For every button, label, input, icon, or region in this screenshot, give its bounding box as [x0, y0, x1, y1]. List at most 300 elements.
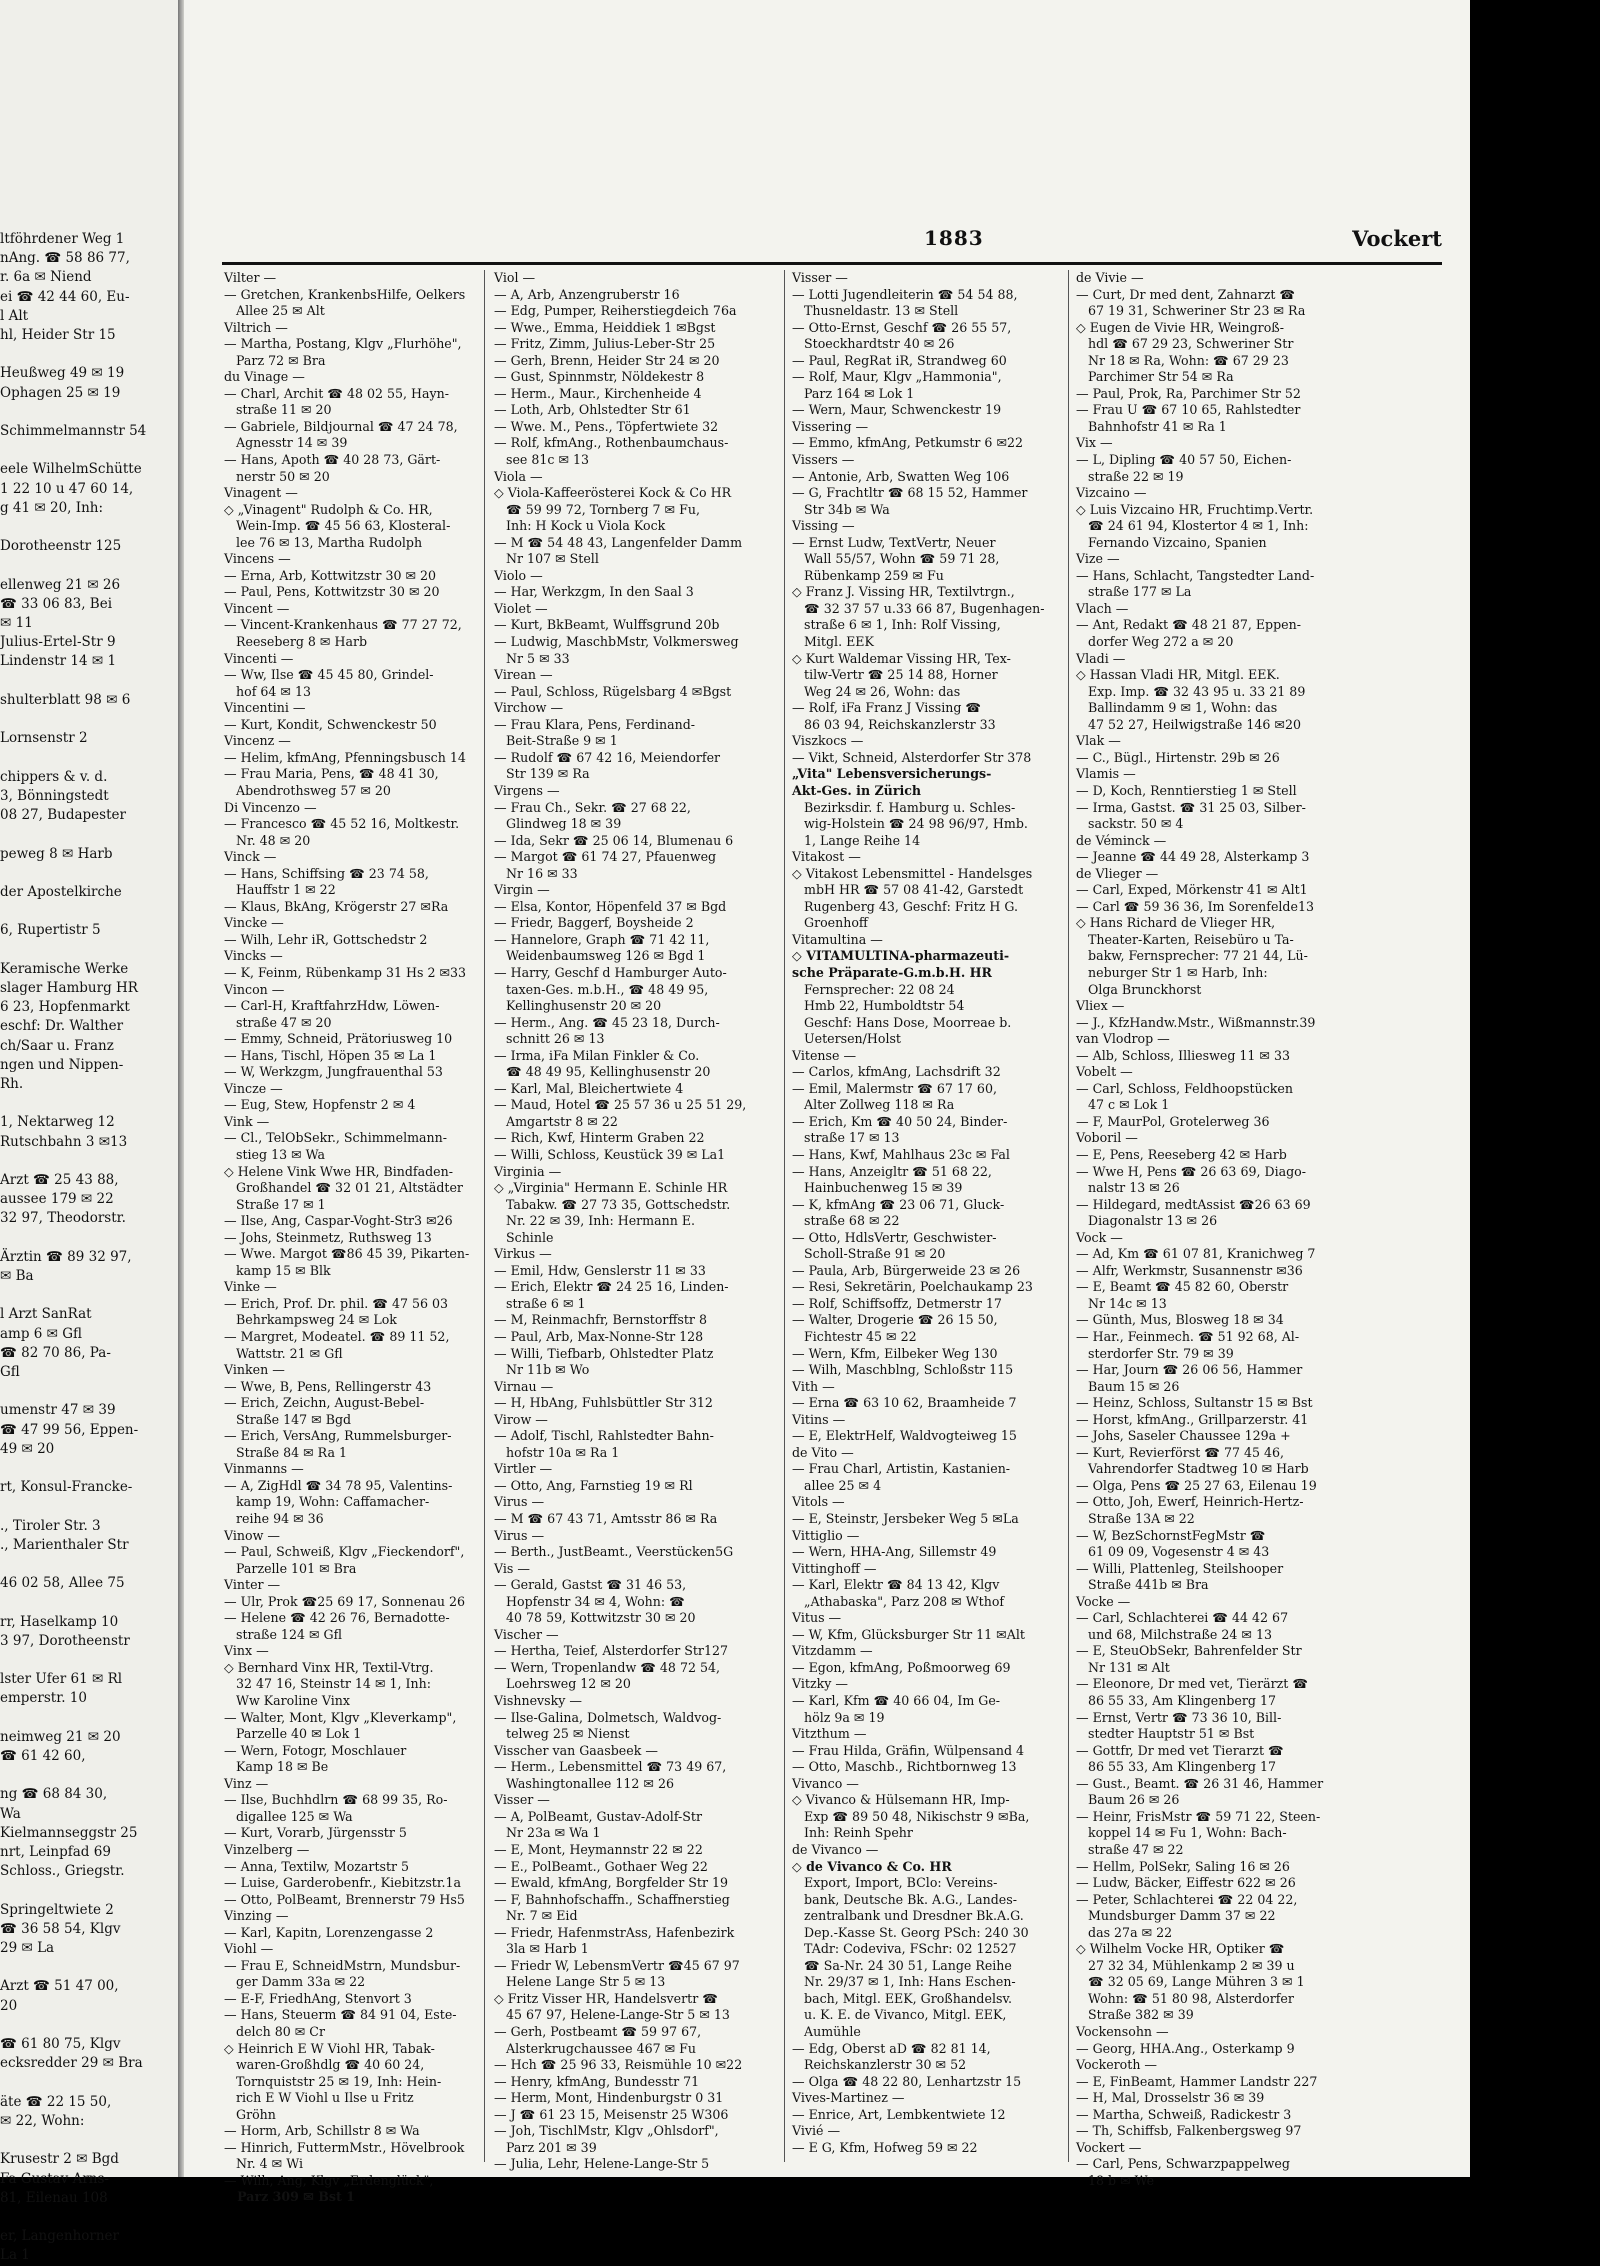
- directory-entry-line: Parchimer Str 54 ✉ Ra: [1076, 369, 1234, 385]
- directory-entry-line: — Antonie, Arb, Swatten Weg 106: [792, 468, 1010, 484]
- directory-entry-line: straße 17 ✉ 13: [792, 1130, 900, 1146]
- directory-entry-line: — Adolf, Tischl, Rahlstedter Bahn-: [494, 1428, 714, 1444]
- left-page-line: 46 02 58, Allee 75: [0, 1575, 125, 1592]
- directory-entry-line: Straße 13A ✉ 22: [1076, 1511, 1195, 1527]
- directory-entry-line: stedter Hauptstr 51 ✉ Bst: [1076, 1726, 1255, 1742]
- directory-entry-line: Hainbuchenweg 15 ✉ 39: [792, 1180, 963, 1196]
- directory-entry-line: — Paul, Prok, Ra, Parchimer Str 52: [1076, 385, 1301, 401]
- directory-entry-line: — Rolf, iFa Franz J Vissing ☎: [792, 700, 982, 716]
- left-page-line: chippers & v. d.: [0, 768, 108, 785]
- directory-entry-line: — Francesco ☎ 45 52 16, Moltkestr.: [224, 816, 460, 832]
- directory-entry-line: delch 80 ✉ Cr: [224, 2023, 325, 2039]
- directory-entry-line: Nr 107 ✉ Stell: [494, 551, 599, 567]
- directory-entry-line: Bahnhofstr 41 ✉ Ra 1: [1076, 418, 1227, 434]
- directory-entry-line: — Wilh, Maschblng, Schloßstr 115: [792, 1362, 1014, 1378]
- directory-entry-line: Vizcaino —: [1076, 485, 1147, 501]
- left-page-line: 32 97, Theodorstr.: [0, 1210, 126, 1227]
- directory-entry-line: — E-F, FriedhAng, Stenvort 3: [224, 1990, 412, 2006]
- directory-entry-line: Fernando Vizcaino, Spanien: [1076, 534, 1267, 550]
- left-page-line: aussee 179 ✉ 22: [0, 1191, 114, 1208]
- directory-entry-line: straße 124 ✉ Gfl: [224, 1626, 342, 1642]
- directory-entry-line: Virgin —: [494, 882, 550, 898]
- left-page-line: [0, 1459, 178, 1478]
- directory-entry-line: — Klaus, BkAng, Krögerstr 27 ✉Ra: [224, 898, 449, 914]
- directory-entry-line: Exp ☎ 89 50 48, Nikischstr 9 ✉Ba,: [792, 1808, 1030, 1824]
- left-page-line: [0, 902, 178, 921]
- directory-entry-line: 32 47 16, Steinstr 14 ✉ 1, Inh:: [224, 1676, 431, 1692]
- left-page-line: [0, 1958, 178, 1977]
- directory-entry-line: straße 177 ✉ La: [1076, 584, 1192, 600]
- directory-entry-line: de Vito —: [792, 1444, 854, 1460]
- directory-entry-line: Alsterkrugchaussee 467 ✉ Fu: [494, 2040, 697, 2056]
- directory-entry-line: Weg 24 ✉ 26, Wohn: das: [792, 683, 961, 699]
- directory-entry-line: — Paul, Schweiß, Klgv „Fieckendorf",: [224, 1544, 465, 1560]
- directory-entry-line: — Willi, Tiefbarb, Ohlstedter Platz: [494, 1345, 714, 1361]
- left-page-line: [0, 1094, 178, 1113]
- directory-entry-line: Violo —: [494, 567, 543, 583]
- left-page-line: eele WilhelmSchütte: [0, 461, 142, 478]
- directory-entry-line: Vahrendorfer Stadtweg 10 ✉ Harb: [1076, 1461, 1309, 1477]
- directory-entry-line: bach, Mitgl. EEK, Großhandelsv.: [792, 1990, 1013, 2006]
- directory-entry-line: tilw-Vertr ☎ 25 14 88, Horner: [792, 667, 998, 683]
- left-page-line: 81, Eilenau 108: [0, 2189, 108, 2206]
- left-page-line: [0, 1651, 178, 1670]
- directory-entry-line: Vincke —: [224, 915, 284, 931]
- left-page-line: Arzt ☎ 25 43 88,: [0, 1171, 119, 1188]
- directory-entry-line: zentralbank und Dresdner Bk.A.G.: [792, 1908, 1024, 1924]
- directory-entry-line: ◇ Hassan Vladi HR, Mitgl. EEK.: [1076, 667, 1280, 683]
- directory-entry-line: Allee 25 ✉ Alt: [224, 303, 325, 319]
- directory-entry-line: — Erich, Km ☎ 40 50 24, Binder-: [792, 1113, 1008, 1129]
- directory-entry-line: Exp. Imp. ☎ 32 43 95 u. 33 21 89: [1076, 683, 1306, 699]
- directory-entry-line: — Lotti Jugendleiterin ☎ 54 54 88,: [792, 286, 1018, 302]
- directory-entry-line: — Rolf, kfmAng., Rothenbaumchaus-: [494, 435, 729, 451]
- directory-entry-line: Reeseberg 8 ✉ Harb: [224, 634, 368, 650]
- directory-entry-line: kamp 15 ✉ Blk: [224, 1262, 331, 1278]
- directory-entry-line: — Vincent-Krankenhaus ☎ 77 27 72,: [224, 617, 462, 633]
- directory-entry-line: nerstr 50 ✉ 20: [224, 468, 330, 484]
- directory-entry-line: Nr. 29/37 ✉ 1, Inh: Hans Eschen-: [792, 1974, 1016, 1990]
- directory-entry-line: waren-Großhdlg ☎ 40 60 24,: [224, 2057, 425, 2073]
- directory-entry-line: — Erich, Prof. Dr. phil. ☎ 47 56 03: [224, 1295, 449, 1311]
- directory-entry-line: Nr 131 ✉ Alt: [1076, 1659, 1170, 1675]
- directory-entry-line: — Otto, PolBeamt, Brennerstr 79 Hs5: [224, 1891, 465, 1907]
- directory-entry-line: — Wern, HHA-Ang, Sillemstr 49: [792, 1544, 997, 1560]
- directory-column-2: [494, 270, 776, 2172]
- directory-entry-line: — Otto, Ang, Farnstieg 19 ✉ Rl: [494, 1477, 693, 1493]
- directory-entry-line: straße 6 ✉ 1: [494, 1295, 586, 1311]
- left-page-line: ngen und Nippen-: [0, 1056, 124, 1073]
- directory-entry-line: du Vinage —: [224, 369, 305, 385]
- directory-entry-line: Vockert —: [1076, 2139, 1142, 2155]
- left-page-line: [0, 556, 178, 575]
- directory-entry-line: — Joh, TischlMstr, Klgv „Ohlsdorf",: [494, 2123, 719, 2139]
- directory-entry-line: — Erich, VersAng, Rummelsburger-: [224, 1428, 452, 1444]
- directory-entry-line: — E, Steinstr, Jersbeker Weg 5 ✉La: [792, 1511, 1019, 1527]
- directory-entry-line: Vincenz —: [224, 733, 291, 749]
- directory-entry-line: — Karl, Elektr ☎ 84 13 42, Klgv: [792, 1577, 1000, 1593]
- directory-entry-line: Vobelt —: [1076, 1064, 1133, 1080]
- directory-entry-line: Loehrsweg 12 ✉ 20: [494, 1676, 631, 1692]
- directory-entry-line: — Olga, Pens ☎ 25 27 63, Eilenau 19: [1076, 1477, 1317, 1493]
- directory-entry-line: — Rudolf ☎ 67 42 16, Meiendorfer: [494, 749, 721, 765]
- directory-entry-line: Vittiglio —: [792, 1527, 860, 1543]
- directory-entry-line: Straße 17 ✉ 1: [224, 1196, 326, 1212]
- directory-entry-line: reihe 94 ✉ 36: [224, 1511, 324, 1527]
- left-page-line: 29 ✉ La: [0, 1940, 55, 1957]
- directory-entry-line: — Wwe., Emma, Heiddiek 1 ✉Bgst: [494, 319, 716, 335]
- directory-entry-line: ger Damm 33a ✉ 22: [224, 1974, 366, 1990]
- directory-entry-line: — Wwe. M., Pens., Töpfertwiete 32: [494, 418, 719, 434]
- directory-entry-line: de Vlieger —: [1076, 865, 1159, 881]
- directory-entry-line: Nr 23a ✉ Wa 1: [494, 1825, 601, 1841]
- directory-entry-line: Vith —: [792, 1378, 835, 1394]
- left-page-line: [0, 2208, 178, 2227]
- directory-entry-line: Viola —: [494, 468, 543, 484]
- directory-entry-line: — W, Kfm, Glücksburger Str 11 ✉Alt: [792, 1626, 1025, 1642]
- directory-entry-line: — Herm., Maur., Kirchenheide 4: [494, 385, 702, 401]
- left-page-line: Ophagen 25 ✉ 19: [0, 384, 121, 401]
- directory-entry-line: — Anna, Textilw, Mozartstr 5: [224, 1858, 410, 1874]
- directory-entry-line: Nr. 7 ✉ Eid: [494, 1908, 578, 1924]
- left-page-line: 6 23, Hopfenmarkt: [0, 999, 130, 1016]
- directory-entry-line: — Enrice, Art, Lembkentwiete 12: [792, 2106, 1006, 2122]
- left-page-line: Keramische Werke: [0, 960, 129, 977]
- directory-entry-line: 40 78 59, Kottwitzstr 30 ✉ 20: [494, 1610, 696, 1626]
- directory-entry-line: — Carl-H, KraftfahrzHdw, Löwen-: [224, 998, 440, 1014]
- left-page-line: Julius-Ertel-Str 9: [0, 634, 116, 651]
- directory-entry-line: Rübenkamp 259 ✉ Fu: [792, 567, 944, 583]
- directory-entry-line: — F, MaurPol, Grotelerweg 36: [1076, 1113, 1270, 1129]
- directory-entry-line: — Curt, Dr med dent, Zahnarzt ☎: [1076, 286, 1296, 302]
- directory-entry-line: — Wilh, Lehr iR, Gottschedstr 2: [224, 931, 428, 947]
- directory-entry-line: — Otto, Joh, Ewerf, Heinrich-Hertz-: [1076, 1494, 1304, 1510]
- directory-entry-line: Vitamultina —: [792, 931, 883, 947]
- directory-entry-line: Vockeroth —: [1076, 2057, 1158, 2073]
- directory-entry-line: — Hans, Schlacht, Tangstedter Land-: [1076, 567, 1315, 583]
- directory-entry-line: Nr 18 ✉ Ra, Wohn: ☎ 67 29 23: [1076, 352, 1289, 368]
- left-page-line: 6, Rupertistr 5: [0, 922, 101, 939]
- directory-entry-line: Helene Lange Str 5 ✉ 13: [494, 1974, 666, 1990]
- directory-entry-line: Vinck —: [224, 849, 277, 865]
- directory-entry-line: — Cl., TelObSekr., Schimmelmann-: [224, 1130, 448, 1146]
- left-page-line: [0, 864, 178, 883]
- directory-entry-line: — Ulr, Prok ☎25 69 17, Sonnenau 26: [224, 1593, 466, 1609]
- directory-entry-line: — Har., Feinmech. ☎ 51 92 68, Al-: [1076, 1329, 1300, 1344]
- directory-entry-line: sterdorfer Str. 79 ✉ 39: [1076, 1345, 1234, 1361]
- left-page-text: [0, 230, 178, 2266]
- directory-entry-line: Vitzdamm —: [792, 1643, 873, 1659]
- left-page-line: shulterblatt 98 ✉ 6: [0, 691, 131, 708]
- directory-entry-line: — Hans, Kwf, Mahlhaus 23c ✉ Fal: [792, 1146, 1010, 1162]
- directory-entry-line: straße 22 ✉ 19: [1076, 468, 1184, 484]
- directory-entry-line: Alter Zollweg 118 ✉ Ra: [792, 1097, 955, 1113]
- directory-entry-line: Virnau —: [494, 1378, 554, 1394]
- directory-entry-line: Wattstr. 21 ✉ Gfl: [224, 1345, 343, 1361]
- directory-entry-line: ◇ de Vivanco & Co. HR: [792, 1858, 952, 1874]
- directory-entry-line: — Erich, Zeichn, August-Bebel-: [224, 1395, 425, 1411]
- directory-entry-line: — Edg, Pumper, Reiherstiegdeich 76a: [494, 303, 737, 319]
- left-page-line: nrt, Leinpfad 69: [0, 1844, 111, 1861]
- directory-entry-line: Vinz —: [224, 1775, 269, 1791]
- directory-entry-line: Vitins —: [792, 1411, 846, 1427]
- directory-entry-line: — Walter, Mont, Klgv „Kleverkamp",: [224, 1709, 457, 1725]
- directory-entry-line: — Wwe. Margot ☎86 45 39, Pikarten-: [224, 1246, 470, 1262]
- directory-entry-line: ◇ Hans Richard de Vlieger HR,: [1076, 915, 1276, 931]
- left-page-line: Gfl: [0, 1363, 20, 1380]
- directory-entry-line: — Hellm, PolSekr, Saling 16 ✉ 26: [1076, 1858, 1290, 1874]
- directory-entry-line: — E, Mont, Heymannstr 22 ✉ 22: [494, 1841, 703, 1857]
- directory-entry-line: taxen-Ges. m.b.H., ☎ 48 49 95,: [494, 981, 709, 997]
- left-page-line: emperstr. 10: [0, 1690, 87, 1707]
- directory-entry-line: Vladi —: [1076, 650, 1126, 666]
- directory-entry-line: — J., KfzHandw.Mstr., Wißmannstr.39: [1076, 1014, 1316, 1030]
- left-page-line: ✉ 11: [0, 615, 33, 632]
- left-page-line: Arzt ☎ 51 47 00,: [0, 1978, 119, 1995]
- directory-entry-line: — Gerald, Gastst ☎ 31 46 53,: [494, 1577, 687, 1593]
- directory-entry-line: — Wwe H, Pens ☎ 26 63 69, Diago-: [1076, 1163, 1307, 1179]
- left-page-line: [0, 518, 178, 537]
- directory-entry-line: 45 67 97, Helene-Lange-Str 5 ✉ 13: [494, 2007, 730, 2023]
- left-page-line: ☎ 82 70 86, Pa-: [0, 1344, 111, 1361]
- directory-entry-line: — Har, Werkzgm, In den Saal 3: [494, 584, 694, 600]
- directory-entry-line: — Helim, kfmAng, Pfenningsbusch 14: [224, 749, 466, 765]
- directory-entry-line: das 27a ✉ 22: [1076, 1924, 1173, 1940]
- directory-entry-line: — Friedr W, LebensmVertr ☎45 67 97: [494, 1957, 740, 1973]
- directory-entry-line: bank, Deutsche Bk. A.G., Landes-: [792, 1891, 1017, 1907]
- directory-entry-line: Vinow —: [224, 1527, 280, 1543]
- directory-column-1: [224, 270, 474, 2205]
- directory-entry-line: Thusneldastr. 13 ✉ Stell: [792, 303, 959, 319]
- left-page-line: 3 97, Dorotheenstr: [0, 1632, 130, 1649]
- directory-entry-line: — Ernst, Vertr ☎ 73 36 10, Bill-: [1076, 1709, 1282, 1725]
- directory-entry-line: — Henry, kfmAng, Bundesstr 71: [494, 2073, 700, 2089]
- directory-entry-line: Vitakost —: [792, 849, 861, 865]
- directory-entry-line: Vissering —: [792, 418, 869, 434]
- left-page-line: [0, 1593, 178, 1612]
- directory-entry-line: — Th, Schiffsb, Falkenbergsweg 97: [1076, 2123, 1302, 2139]
- directory-entry-line: rich E W Viohl u Ilse u Fritz: [224, 2090, 414, 2106]
- directory-entry-line: Vinzelberg —: [224, 1841, 310, 1857]
- left-page-line: Kielmannseggstr 25: [0, 1824, 138, 1841]
- directory-entry-line: — W, Werkzgm, Jungfrauenthal 53: [224, 1064, 443, 1080]
- directory-entry-line: — Frau Maria, Pens, ☎ 48 41 30,: [224, 766, 439, 782]
- directory-entry-line: Vincks —: [224, 948, 283, 964]
- directory-entry-line: — Alb, Schloss, Illiesweg 11 ✉ 33: [1076, 1047, 1291, 1063]
- directory-entry-line: allee 25 ✉ 4: [792, 1477, 882, 1493]
- directory-entry-line: Hopfenstr 34 ✉ 4, Wohn: ☎: [494, 1593, 685, 1609]
- left-page-line: der Apostelkirche: [0, 883, 122, 900]
- left-page-line: nAng. ☎ 58 86 77,: [0, 250, 130, 267]
- left-page-line: Lornsenstr 2: [0, 730, 88, 747]
- directory-entry-line: — Hans, Schiffsing ☎ 23 74 58,: [224, 865, 429, 881]
- directory-entry-line: Visscher van Gaasbeek —: [494, 1742, 658, 1758]
- directory-entry-line: sackstr. 50 ✉ 4: [1076, 816, 1184, 832]
- directory-entry-line: — Har, Journ ☎ 26 06 56, Hammer: [1076, 1362, 1303, 1378]
- directory-entry-line: — Loth, Arb, Ohlstedter Str 61: [494, 402, 691, 418]
- directory-entry-line: — Horst, kfmAng., Grillparzerstr. 41: [1076, 1411, 1309, 1427]
- directory-entry-line: — E, FinBeamt, Hammer Landstr 227: [1076, 2073, 1318, 2089]
- directory-entry-line: — Hannelore, Graph ☎ 71 42 11,: [494, 931, 710, 947]
- directory-entry-line: Str 34b ✉ Wa: [792, 501, 890, 517]
- directory-entry-line: Olga Brunckhorst: [1076, 981, 1202, 997]
- left-page-line: ☎ 61 42 60,: [0, 1748, 86, 1765]
- directory-entry-line: Viltrich —: [224, 319, 288, 335]
- directory-entry-line: — Ilse-Galina, Dolmetsch, Waldvog-: [494, 1709, 722, 1725]
- left-page-line: ellenweg 21 ✉ 26: [0, 576, 121, 593]
- directory-entry-line: Vincent —: [224, 600, 290, 616]
- left-page-fragment: [0, 0, 178, 2264]
- directory-entry-line: „Athabaska", Parz 208 ✉ Wthof: [792, 1593, 1005, 1609]
- directory-entry-line: — Hans, Anzeigltr ☎ 51 68 22,: [792, 1163, 992, 1179]
- directory-entry-line: „Vita" Lebensversicherungs-: [792, 766, 992, 782]
- directory-entry-line: Virgens —: [494, 782, 560, 798]
- directory-entry-line: Nr 14c ✉ 13: [1076, 1295, 1167, 1311]
- directory-entry-line: — D, Koch, Renntierstieg 1 ✉ Stell: [1076, 782, 1297, 798]
- directory-entry-line: — Karl, Kapitn, Lorenzengasse 2: [224, 1924, 434, 1940]
- directory-entry-line: Vischer —: [494, 1626, 559, 1642]
- left-page-line: [0, 1709, 178, 1728]
- left-page-line: Ärztin ☎ 89 32 97,: [0, 1248, 132, 1265]
- directory-entry-line: — Jeanne ☎ 44 49 28, Alsterkamp 3: [1076, 849, 1310, 865]
- directory-entry-line: wig-Holstein ☎ 24 98 96/97, Hmb.: [792, 816, 1028, 832]
- directory-entry-line: Straße 441b ✉ Bra: [1076, 1577, 1209, 1593]
- directory-entry-line: — Otto, HdlsVertr, Geschwister-: [792, 1229, 997, 1245]
- directory-entry-line: — Margot ☎ 61 74 27, Pfauenweg: [494, 849, 717, 865]
- directory-entry-line: Vinzing —: [224, 1908, 289, 1924]
- directory-entry-line: 86 03 94, Reichskanzlerstr 33: [792, 716, 996, 732]
- directory-entry-line: — A, ZigHdl ☎ 34 78 95, Valentins-: [224, 1477, 453, 1493]
- directory-entry-line: — Willi, Plattenleg, Steilshooper: [1076, 1560, 1284, 1576]
- directory-entry-line: — M ☎ 67 43 71, Amtsstr 86 ✉ Ra: [494, 1511, 718, 1527]
- directory-entry-line: Virean —: [494, 667, 553, 683]
- directory-entry-line: — Hans, Apoth ☎ 40 28 73, Gärt-: [224, 452, 441, 468]
- directory-entry-line: Voboril —: [1076, 1130, 1138, 1146]
- column-divider: [784, 270, 785, 2162]
- directory-entry-line: Straße 382 ✉ 39: [1076, 2007, 1194, 2023]
- directory-entry-line: straße 47 ✉ 22: [1076, 1841, 1184, 1857]
- directory-entry-line: Nr 5 ✉ 33: [494, 650, 570, 666]
- directory-entry-line: Kamp 18 ✉ Be: [224, 1759, 329, 1775]
- directory-entry-line: Mitgl. EEK: [792, 634, 874, 650]
- left-page-line: neimweg 21 ✉ 20: [0, 1728, 121, 1745]
- directory-entry-line: Viohl —: [224, 1941, 274, 1957]
- directory-entry-line: Vitense —: [792, 1047, 857, 1063]
- left-page-line: [0, 441, 178, 460]
- directory-entry-line: — Erna ☎ 63 10 62, Braamheide 7: [792, 1395, 1017, 1411]
- directory-entry-line: — Helene ☎ 42 26 76, Bernadotte-: [224, 1610, 450, 1626]
- directory-entry-line: Vivié —: [792, 2123, 841, 2139]
- directory-entry-line: lee 76 ✉ 13, Martha Rudolph: [224, 534, 423, 550]
- directory-entry-line: — Paul, RegRat iR, Strandweg 60: [792, 352, 1007, 368]
- directory-entry-line: Parz 309 ✉ Bst 1: [224, 2189, 355, 2205]
- directory-entry-line: see 81c ✉ 13: [494, 452, 590, 468]
- left-page-line: Fa Gustav Arns-: [0, 2170, 109, 2187]
- directory-entry-line: neburger Str 1 ✉ Harb, Inh:: [1076, 964, 1268, 980]
- directory-entry-line: — Carl ☎ 59 36 36, Im Sorenfelde13: [1076, 898, 1314, 914]
- left-page-line: ecksredder 29 ✉ Bra: [0, 2055, 143, 2072]
- directory-entry-line: ☎ 59 99 72, Tornberg 7 ✉ Fu,: [494, 501, 700, 517]
- directory-entry-line: Vlamis —: [1076, 766, 1136, 782]
- directory-entry-line: Scholl-Straße 91 ✉ 20: [792, 1246, 946, 1262]
- directory-entry-line: 1, Lange Reihe 14: [792, 832, 921, 848]
- directory-entry-line: Virus —: [494, 1527, 545, 1543]
- directory-entry-line: ◇ Franz J. Vissing HR, Textilvtrgn.,: [792, 584, 1015, 600]
- directory-entry-line: Vincens —: [224, 551, 291, 567]
- directory-entry-line: Nr. 22 ✉ 39, Inh: Hermann E.: [494, 1213, 696, 1229]
- left-page-line: ., Tiroler Str. 3: [0, 1517, 101, 1534]
- directory-entry-line: schnitt 26 ✉ 13: [494, 1031, 605, 1047]
- directory-entry-line: — Rich, Kwf, Hinterm Graben 22: [494, 1130, 705, 1146]
- directory-entry-line: Weidenbaumsweg 126 ✉ Bgd 1: [494, 948, 706, 964]
- directory-entry-line: Agnesstr 14 ✉ 39: [224, 435, 348, 451]
- directory-entry-line: Inh: H Kock u Viola Kock: [494, 518, 666, 534]
- directory-entry-line: Virkus —: [494, 1246, 552, 1262]
- directory-entry-line: Amgartstr 8 ✉ 22: [494, 1113, 618, 1129]
- left-page-line: Schimmelmannstr 54: [0, 423, 147, 440]
- directory-entry-line: ☎ 32 37 57 u.33 66 87, Bugenhagen-: [792, 600, 1045, 616]
- directory-entry-line: 61 09 09, Vogesenstr 4 ✉ 43: [1076, 1544, 1270, 1560]
- directory-entry-line: ◇ „Vinagent" Rudolph & Co. HR,: [224, 501, 433, 517]
- directory-entry-line: — Paul, Arb, Max-Nonne-Str 128: [494, 1329, 704, 1344]
- left-page-line: [0, 1152, 178, 1171]
- left-page-line: l Arzt SanRat: [0, 1306, 92, 1323]
- left-page-line: [0, 710, 178, 729]
- left-page-line: Schloss., Griegstr.: [0, 1863, 125, 1880]
- left-page-line: Heußweg 49 ✉ 19: [0, 365, 125, 382]
- directory-entry-line: — Paul, Pens, Kottwitzstr 30 ✉ 20: [224, 584, 440, 600]
- directory-entry-line: — Hans, Tischl, Höpen 35 ✉ La 1: [224, 1047, 437, 1063]
- directory-entry-line: Gröhn: [224, 2106, 276, 2122]
- directory-entry-line: — Gretchen, KrankenbsHilfe, Oelkers: [224, 286, 466, 302]
- directory-entry-line: — Karl, Mal, Bleichertwiete 4: [494, 1080, 684, 1096]
- directory-entry-line: — Wwe, B, Pens, Rellingerstr 43: [224, 1378, 432, 1394]
- directory-entry-line: — Hans, Steuerm ☎ 84 91 04, Este-: [224, 2007, 457, 2023]
- directory-entry-line: — C., Bügl., Hirtenstr. 29b ✉ 26: [1076, 749, 1280, 765]
- column-divider: [1068, 270, 1069, 2162]
- directory-entry-line: — Eug, Stew, Hopfenstr 2 ✉ 4: [224, 1097, 416, 1113]
- left-page-line: ☎ 33 06 83, Bei: [0, 595, 113, 612]
- directory-entry-line: — Frau E, SchneidMstrn, Mundsbur-: [224, 1957, 461, 1973]
- directory-entry-line: ☎ 32 05 69, Lange Mühren 3 ✉ 1: [1076, 1974, 1305, 1990]
- left-page-line: 08 27, Budapester: [0, 807, 126, 824]
- directory-entry-line: — Kurt, Revierförst ☎ 77 45 46,: [1076, 1444, 1285, 1460]
- directory-entry-line: — J ☎ 61 23 15, Meisenstr 25 W306: [494, 2106, 729, 2122]
- directory-entry-line: koppel 14 ✉ Fu 1, Wohn: Bach-: [1076, 1825, 1287, 1841]
- directory-entry-line: — Erna, Arb, Kottwitzstr 30 ✉ 20: [224, 567, 437, 583]
- left-page-line: [0, 1766, 178, 1785]
- directory-entry-line: Parzelle 101 ✉ Bra: [224, 1560, 357, 1576]
- directory-entry-line: Vives-Martinez —: [792, 2090, 905, 2106]
- header-rule: [222, 262, 1442, 265]
- directory-entry-line: — Resi, Sekretärin, Poelchaukamp 23: [792, 1279, 1033, 1295]
- directory-entry-line: bakw, Fernsprecher: 77 21 44, Lü-: [1076, 948, 1308, 964]
- directory-entry-line: Wohn: ☎ 51 80 98, Alsterdorfer: [1076, 1990, 1294, 2006]
- directory-entry-line: Vinmanns —: [224, 1461, 304, 1477]
- directory-entry-line: — Hinrich, FuttermMstr., Hövelbrook: [224, 2139, 465, 2155]
- directory-entry-line: Viszkocs —: [792, 733, 864, 749]
- directory-entry-line: — Kurt, Vorarb, Jürgensstr 5: [224, 1825, 407, 1841]
- directory-entry-line: Vink —: [224, 1113, 270, 1129]
- directory-entry-line: Viol —: [494, 270, 536, 285]
- directory-entry-line: Geschf: Hans Dose, Moorreae b.: [792, 1014, 1012, 1030]
- directory-entry-line: Vissers —: [792, 452, 855, 468]
- directory-entry-line: Vitols —: [792, 1494, 845, 1510]
- directory-entry-line: Vocke —: [1076, 1593, 1131, 1609]
- directory-entry-line: Vinken —: [224, 1362, 285, 1378]
- directory-entry-line: Bezirksdir. f. Hamburg u. Schles-: [792, 799, 1016, 815]
- left-page-line: [0, 1497, 178, 1516]
